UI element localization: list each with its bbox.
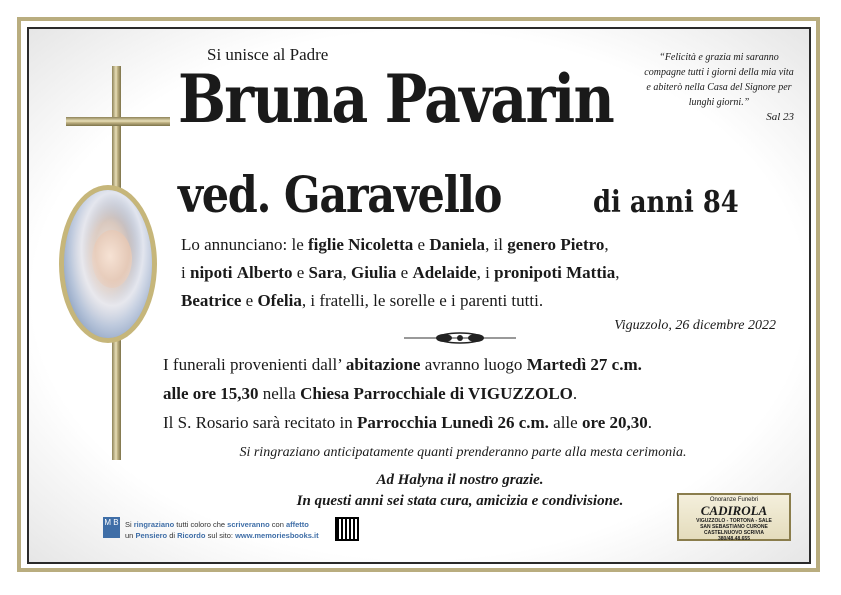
cross-bar [66, 117, 170, 126]
place-date: Viguzzolo, 26 dicembre 2022 [614, 318, 776, 333]
rosary-info: Il S. Rosario sarà recitato in Parrocchia Lunedì 26 c.m. alle ore 20,30. [163, 413, 652, 432]
quote-text: “Felicità e grazia mi saranno compagne tutti i giorni della mia vita e abiterò nella Casa del Signore per lunghi giorni.” [644, 52, 794, 108]
dedication-line-2: In questi anni sei stata cura, amicizia e condivisione. [296, 493, 624, 509]
memoriesbooks-footer [103, 517, 363, 547]
deceased-age: di anni 84 [593, 185, 739, 220]
ornament-divider [404, 331, 516, 345]
memoriesbooks-logo-icon: M B [103, 517, 120, 538]
footer-text: Si ringraziano tutti coloro che scriveranno con affetto un Pensiero di Ricordo sul sito: www.memoriesbooks.it [125, 520, 319, 540]
pre-title: Si unisce al Padre [207, 45, 329, 64]
funeral-info: I funerali provenienti dall’ abitazione avranno luogo Martedì 27 c.m. alle ore 15,30 nella Chiesa Parrocchiale di VIGUZZOLO. [163, 355, 642, 403]
qr-code-icon[interactable] [335, 517, 359, 541]
deceased-name: Bruna Pavarin [178, 60, 614, 138]
announcement-text: Lo annunciano: le figlie Nicoletta e Daniela, il genero Pietro, i nipoti Alberto e Sara, Giulia e Adelaide, i pronipoti Mattia, Beatrice e Ofelia, i fratelli, le sorelle e i parenti tutti. [181, 235, 620, 310]
psalm-quote [644, 50, 794, 125]
dedication-line-1: Ad Halyna il nostro grazie. [376, 472, 544, 488]
funeral-home-logo: Onoranze Funebri CADIROLA VIGUZZOLO - TORTONA - SALE SAN SEBASTIANO CURONE CASTELNUOVO SCRIVIA 380/48.48.655 [677, 493, 791, 541]
portrait-veil [64, 190, 152, 338]
website-link[interactable]: www.memoriesbooks.it [235, 531, 319, 540]
madonna-portrait [59, 185, 157, 343]
dedication [200, 470, 720, 512]
quote-reference: Sal 23 [766, 111, 794, 123]
thanks-text: Si ringraziano anticipatamente quanti prenderanno parte alla mesta cerimonia. [239, 445, 687, 460]
deceased-married-name: ved. Garavello [178, 165, 502, 224]
